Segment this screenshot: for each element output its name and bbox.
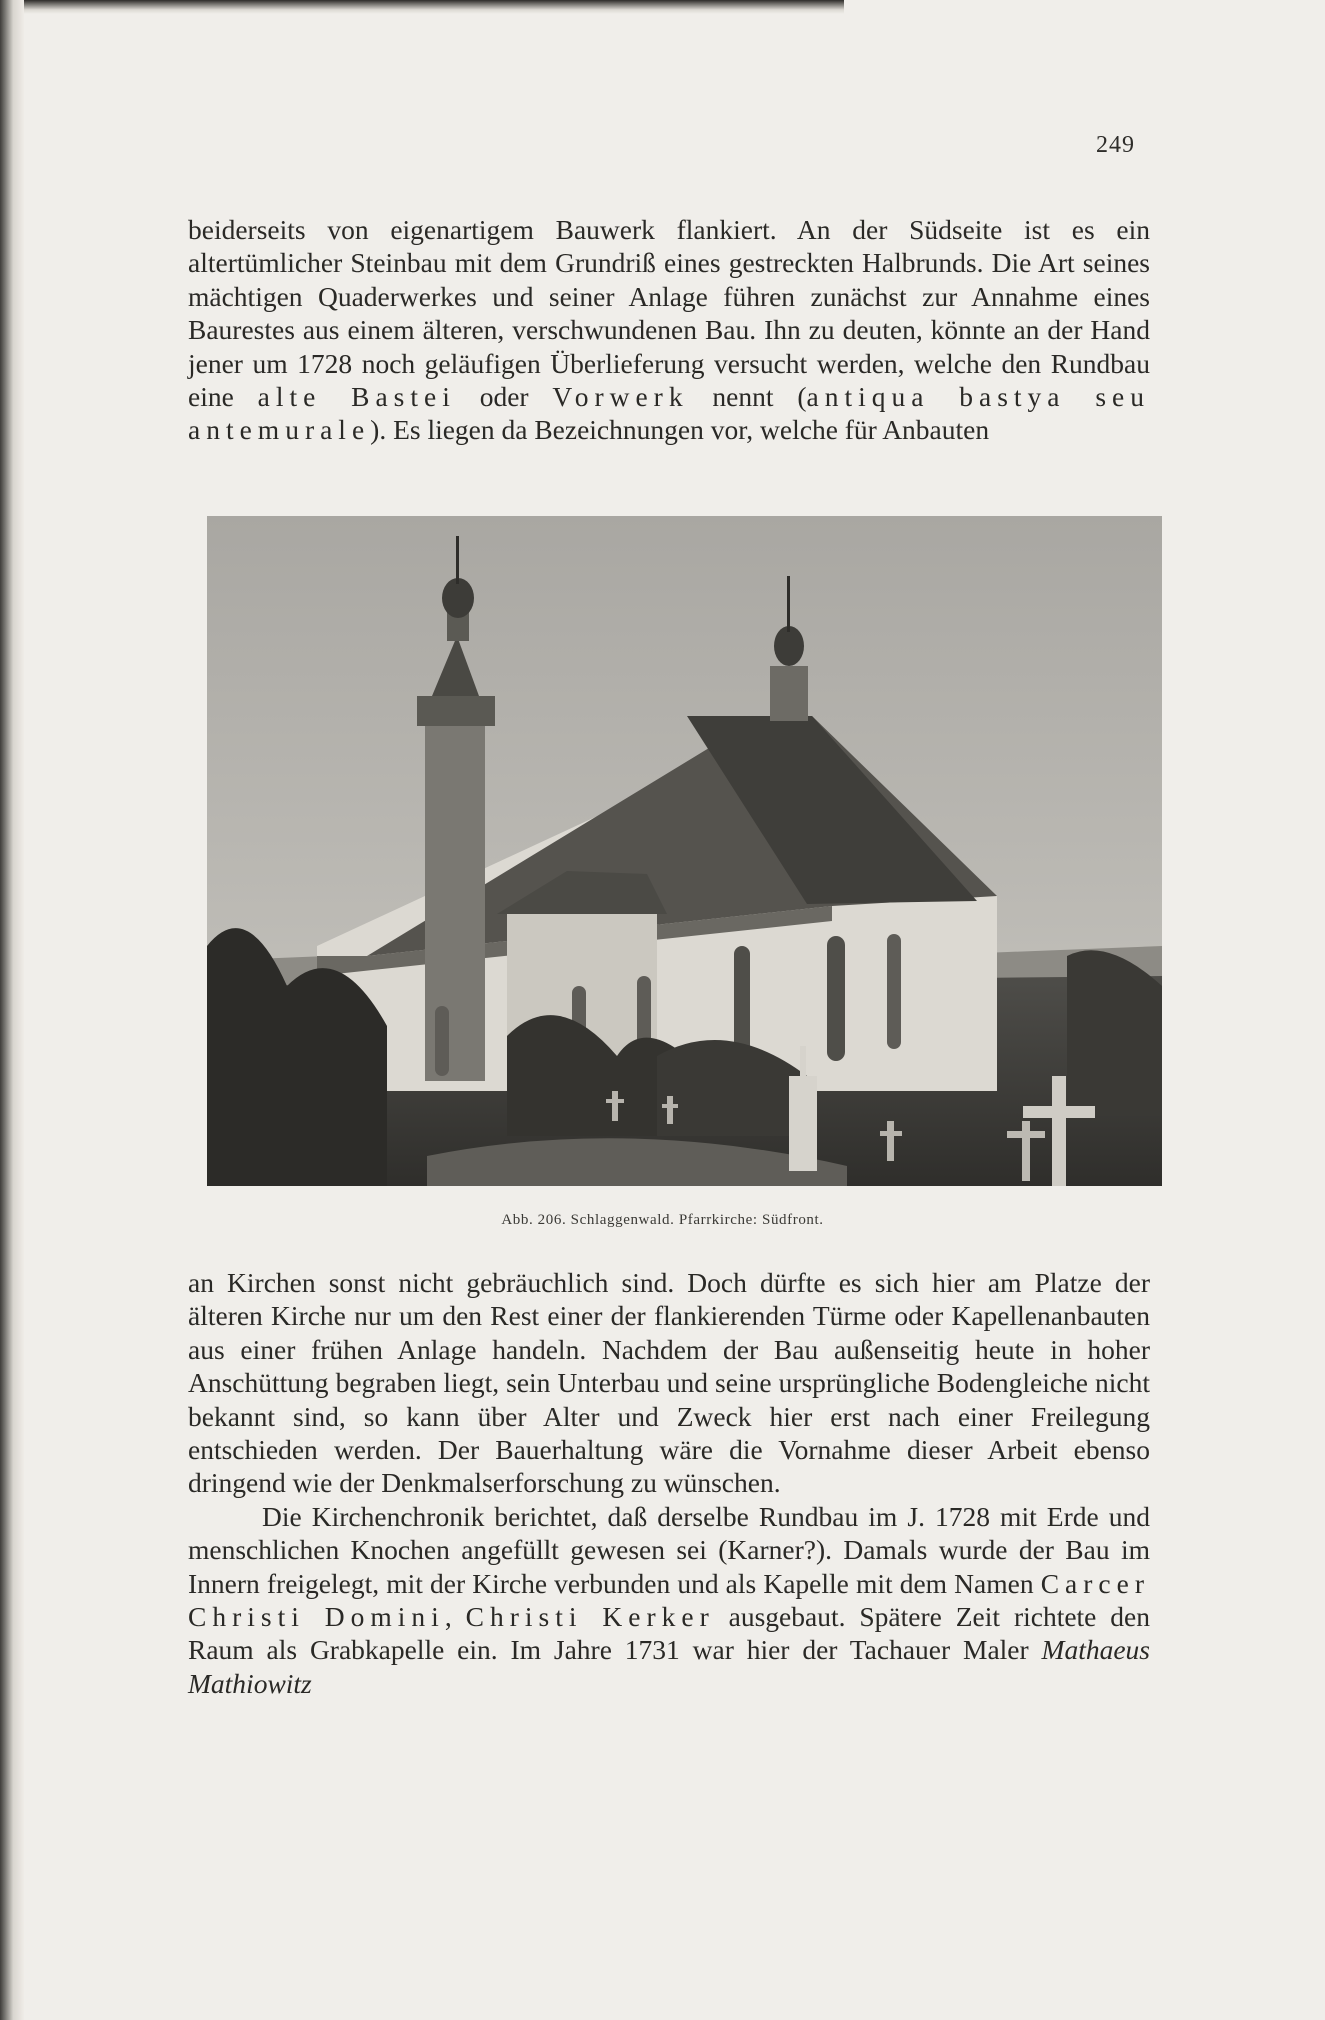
text-run: Die Kirchenchronik berichtet, daß derselbe Rundbau im J. 1728 mit Erde und menschlichen Knochen angefüllt gewesen sei (Karner?). Damals wurde der Bau im Innern freigelegt, mit der Kirche verbunden und als Kapelle mit dem Namen	[188, 1500, 1150, 1599]
page-binding-shadow	[0, 0, 24, 2020]
italic-painter-name: Mathaeus Mathiowitz	[188, 1634, 1150, 1699]
figure-caption: Abb. 206. Schlaggenwald. Pfarrkirche: Südfront.	[501, 1212, 824, 1228]
page-number: 249	[1096, 132, 1135, 158]
text-run: ). Es liegen da Bezeichnungen vor, welche für Anbauten	[370, 414, 990, 446]
church-photo-illustration	[207, 516, 1162, 1186]
text-run: ,	[444, 1601, 466, 1633]
text-run: ausgebaut. Spätere Zeit richtete den Raum als Grabkapelle ein. Im Jahre 1731 war hier der Tachauer Maler	[188, 1601, 1151, 1666]
text-run: oder	[455, 381, 553, 413]
paragraph-1: an Kirchen sonst nicht gebräuchlich sind. Doch dürfte es sich hier am Platze der älteren Kirche nur um den Rest einer der flankierenden Türme oder Kapellenanbauten aus einer frühen Anlage handeln. Nachdem der Bau außenseitig heute in hoher Anschüttung begraben liegt, sein Unterbau und seine ursprüngliche Bodengleiche nicht bekannt sind, so kann über Alter und Zweck hier erst nach einer Freilegung entschieden werden. Der Bauerhaltung wäre die Vornahme dieser Arbeit ebenso dringend wie der Denkmalserforschung zu wünschen.	[188, 1267, 1150, 1499]
paragraph-2	[188, 1500, 1150, 1700]
spaced-term-vorwerk: Vorwerk	[552, 381, 689, 413]
spaced-term-kerker: Christi Kerker	[465, 1601, 715, 1633]
church-photograph	[207, 516, 1162, 1186]
text-run: nennt (	[688, 381, 807, 413]
top-paragraph-text	[188, 213, 1150, 447]
spaced-term-latin: antiqua bastya seu antemurale	[188, 381, 1150, 446]
text-run: beiderseits von eigenartigem Bauwerk flankiert. An der Südseite ist es ein altertümlicher Steinbau mit dem Grundriß eines gestreckten Halbrunds. Die Art seines mächtigen Quaderwerkes und seiner Anlage führen zunächst zur Annahme eines Baurestes aus einem älteren, verschwundenen Bau. Ihn zu deuten, könnte an der Hand jener um 1728 noch geläufigen Überlieferung versucht werden, welche den Rundbau eine	[188, 214, 1150, 413]
spaced-term-carcer: Carcer Christi Domini	[188, 1567, 1150, 1633]
page-top-shadow	[24, 0, 844, 14]
bottom-text	[188, 1266, 1150, 1700]
spaced-term-bastei: alte Bastei	[257, 381, 456, 413]
top-paragraph	[188, 213, 1150, 447]
